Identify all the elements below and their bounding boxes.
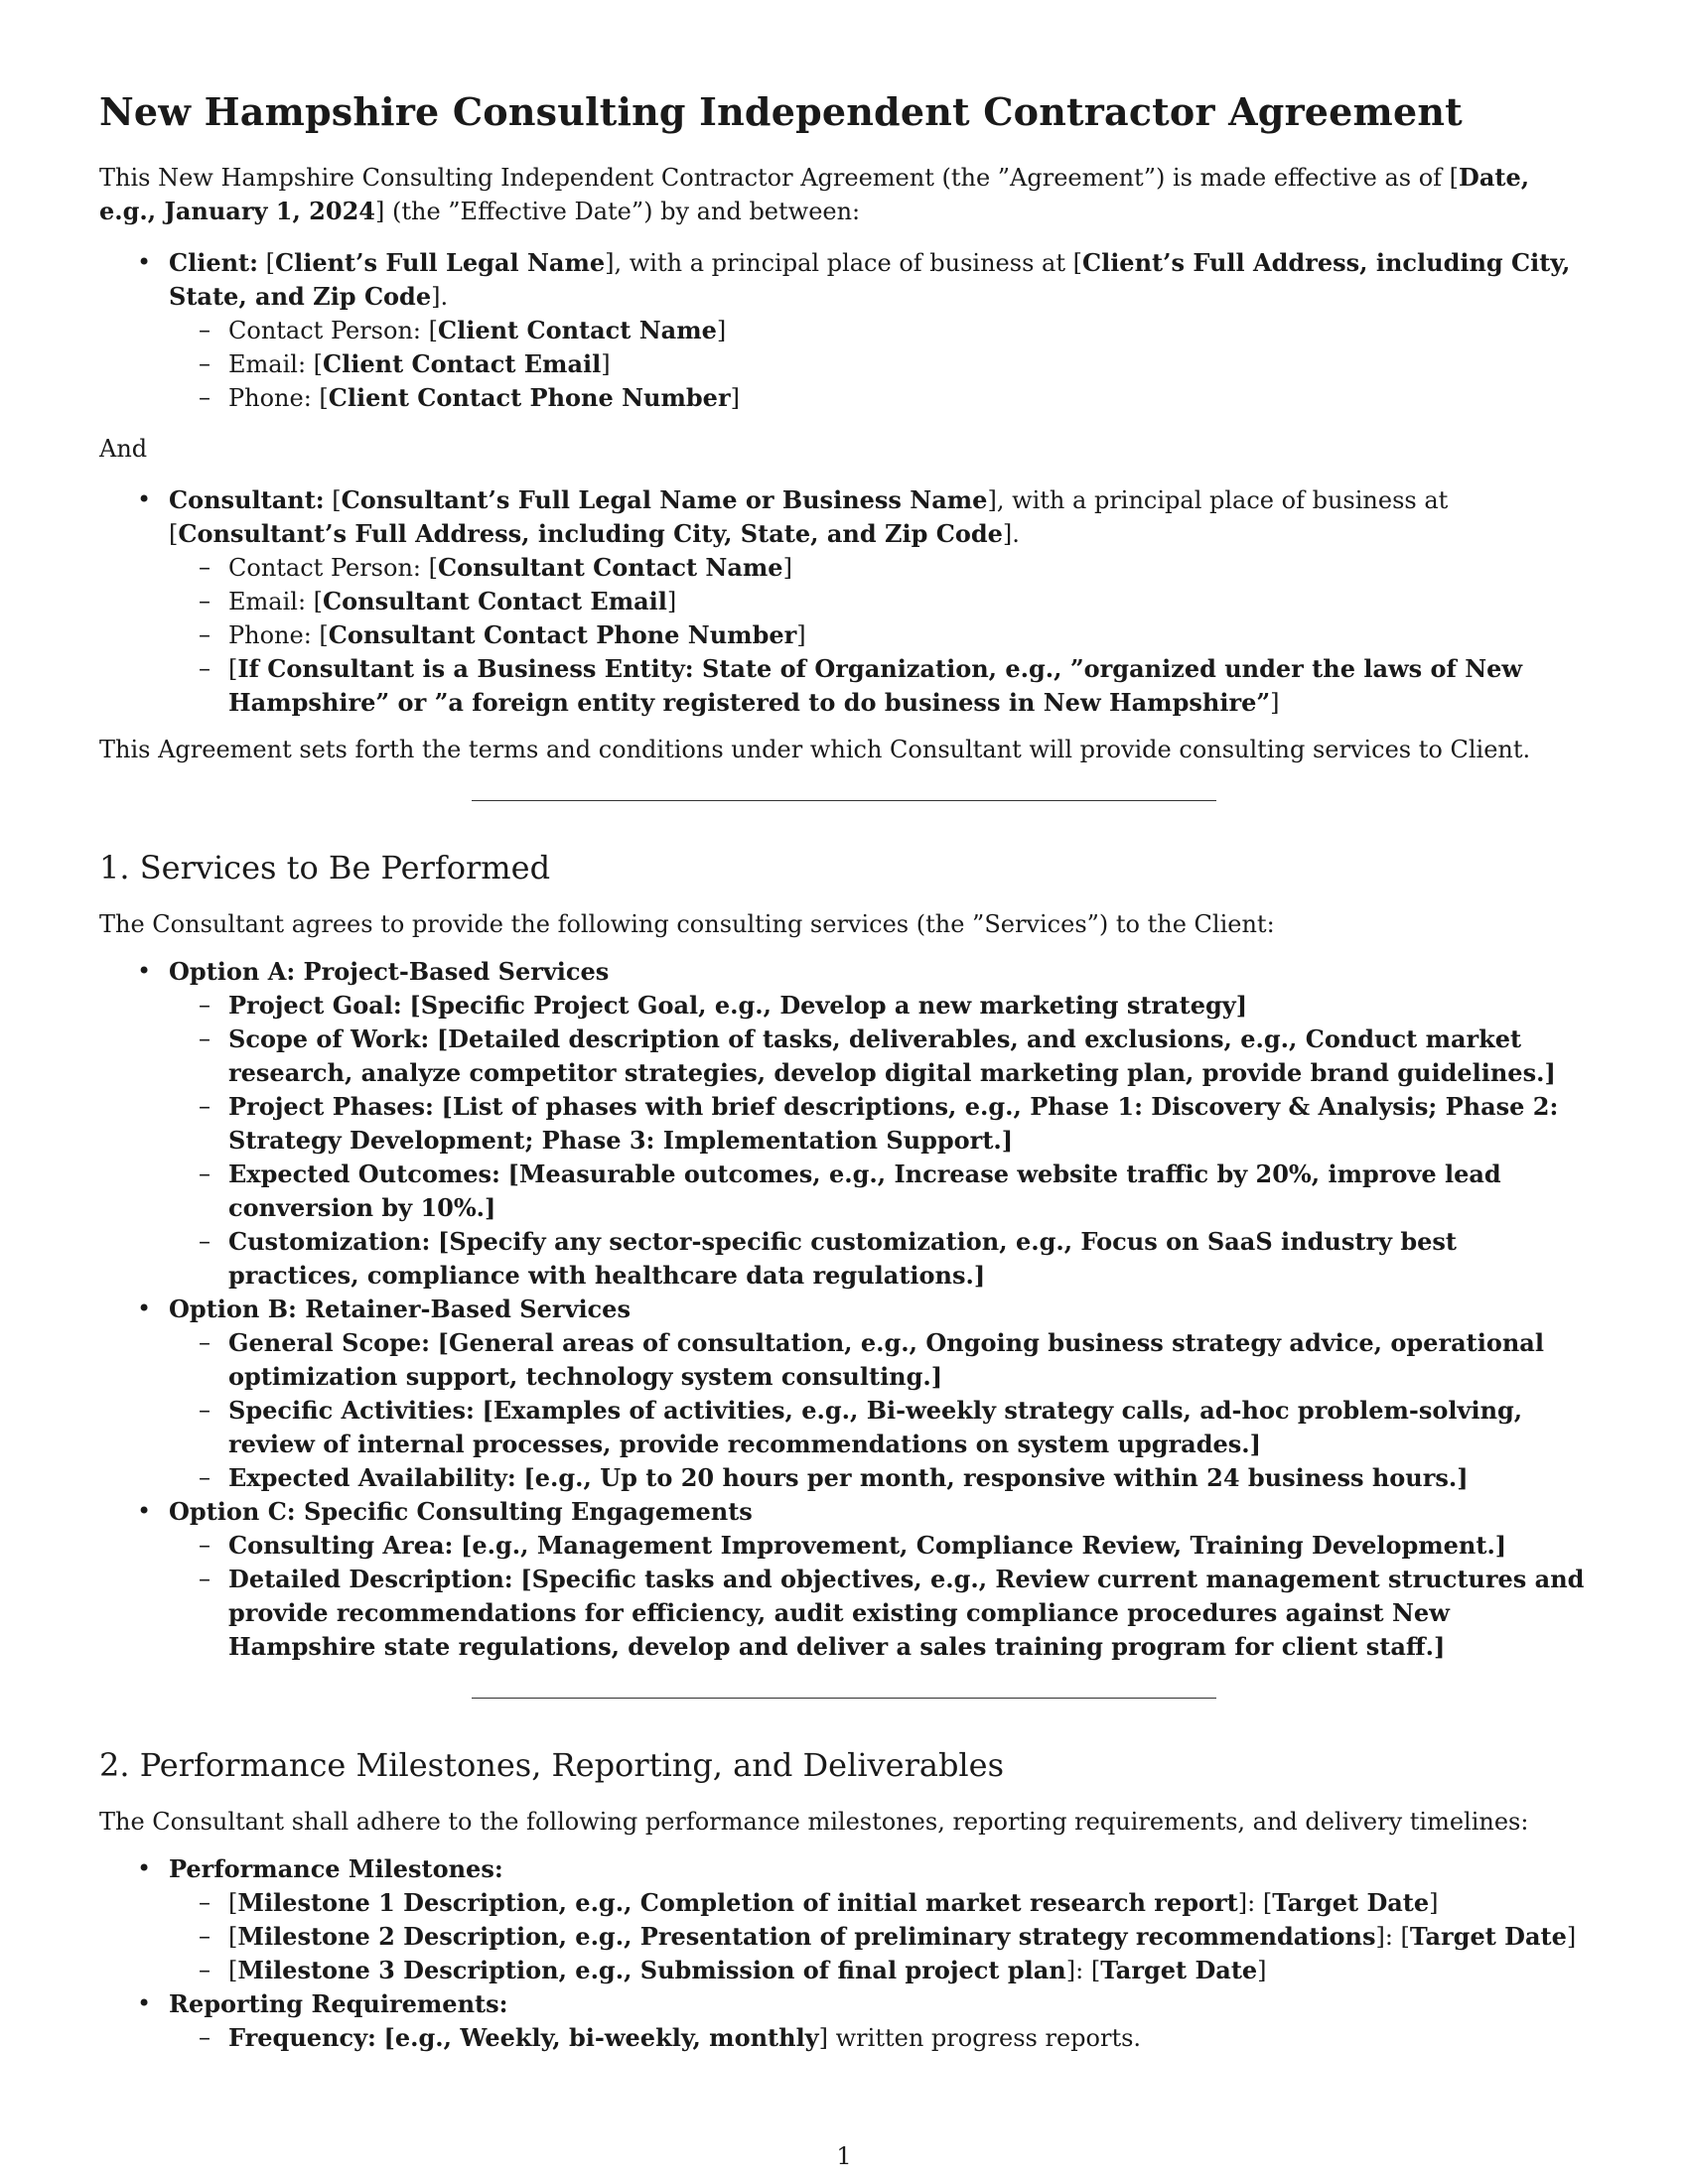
client-contact-person: – Contact Person: [Client Contact Name]	[169, 314, 1589, 347]
page-number: 1	[836, 2142, 852, 2170]
consultant-list	[99, 483, 1589, 720]
consultant-entity-placeholder: If Consultant is a Business Entity: State of Organization, e.g., ”organized under the laws of New Hampshire” or ”a foreign entity registered to do business in New Hampshire”	[228, 654, 1523, 717]
item-label: Consulting Area:	[228, 1531, 454, 1560]
option-a-items	[169, 989, 1589, 1293]
option-b-title: Option B: Retainer-Based Services	[169, 1295, 631, 1323]
frequency-value: [e.g., Weekly, bi-weekly, monthly	[383, 2023, 819, 2052]
list-item: – [Milestone 3 Description, e.g., Submission of final project plan]: [Target Date]	[169, 1954, 1589, 1987]
reporting-items	[169, 2021, 1589, 2055]
document-title: New Hampshire Consulting Independent Contractor Agreement	[99, 89, 1463, 134]
section-2-intro: The Consultant shall adhere to the following performance milestones, reporting requirements, and delivery timelines:	[99, 1808, 1529, 1836]
item-label: Specific Activities:	[228, 1396, 475, 1425]
item-label: Project Phases:	[228, 1092, 434, 1121]
list-item	[169, 1023, 1589, 1090]
consultant-mid-text: , with a principal place of business at [	[169, 486, 1449, 548]
item-label: Detailed Description:	[228, 1565, 513, 1593]
services-options-list	[99, 955, 1589, 1664]
consultant-address-placeholder: Consultant’s Full Address, including City, State, and Zip Code	[178, 519, 1003, 548]
list-item: – [Milestone 2 Description, e.g., Presentation of preliminary strategy recommendations]: [Target Date]	[169, 1920, 1589, 1954]
document-page	[99, 87, 1589, 2055]
consultant-contact-placeholder: Consultant Contact Name	[437, 553, 783, 582]
item-label: Expected Availability:	[228, 1463, 516, 1492]
item-label: Project Goal:	[228, 991, 402, 1020]
consultant-contact-list	[169, 551, 1589, 720]
client-mid-text: , with a principal place of business at [	[614, 249, 1082, 277]
client-contact-list	[169, 314, 1589, 415]
client-email: – Email: [Client Contact Email]	[169, 347, 1589, 381]
list-item	[169, 989, 1589, 1023]
list-item	[169, 1158, 1589, 1225]
list-item	[169, 1326, 1589, 1394]
client-phone: – Phone: [Client Contact Phone Number]	[169, 381, 1589, 415]
option-c-items	[169, 1529, 1589, 1664]
client-contact-placeholder: Client Contact Name	[437, 316, 717, 344]
client-phone-label: Phone: [	[228, 384, 329, 412]
client-email-placeholder: Client Contact Email	[323, 349, 602, 378]
consultant-item: • Consultant: [Consultant’s Full Legal Name or Business Name], with a principal place of business at [Consultant’s Full Address, including City, State, and Zip Code]. – Contact Person: [Consultant Contact Name] – Email: [Consultant Contact Email] – Phone: [Consultant Contact Phone Number] – [If Consultant is a Business Entity: State of Organization, e.g., ”organized under the laws of New Hampshire” or ”a foreign entity registered to do business in New Hampshire”]	[99, 483, 1589, 720]
milestone-desc: Milestone 1 Description, e.g., Completion of initial market research report	[237, 1888, 1238, 1917]
client-name-placeholder: Client’s Full Legal Name	[275, 248, 606, 277]
client-email-label: Email: [	[228, 350, 324, 378]
frequency-tail: ] written progress reports.	[818, 2024, 1142, 2052]
consultant-label: Consultant:	[169, 485, 325, 514]
performance-milestones	[99, 1852, 1589, 1987]
milestone-desc: Milestone 3 Description, e.g., Submission of final project plan	[237, 1956, 1066, 1984]
option-a-title: Option A: Project-Based Services	[169, 957, 610, 986]
milestone-items	[169, 1886, 1589, 1987]
item-label: Expected Outcomes:	[228, 1160, 500, 1188]
reporting-title: Reporting Requirements:	[169, 1989, 508, 2018]
option-c-title: Option C: Specific Consulting Engagements	[169, 1497, 753, 1526]
item-label: General Scope:	[228, 1328, 431, 1357]
list-item	[169, 1529, 1589, 1563]
consultant-email: – Email: [Consultant Contact Email]	[169, 585, 1589, 618]
item-text: [e.g., Up to 20 hours per month, responsive within 24 business hours.]	[523, 1463, 1469, 1492]
item-text: [Examples of activities, e.g., Bi-weekly strategy calls, ad-hoc problem-solving, review of internal processes, provide recommendations on system upgrades.]	[228, 1396, 1523, 1458]
item-text: [Specify any sector-specific customization, e.g., Focus on SaaS industry best practices, compliance with healthcare data regulations.]	[228, 1227, 1458, 1290]
client-contact-label: Contact Person: [	[228, 317, 438, 344]
item-label: Scope of Work:	[228, 1024, 430, 1053]
section-1-intro: The Consultant agrees to provide the following consulting services (the ”Services”) to the Client:	[99, 910, 1275, 938]
client-label: Client:	[169, 248, 258, 277]
client-address-placeholder: Client’s Full Address, including City, State, and Zip Code	[169, 248, 1571, 311]
section-2-heading: 2. Performance Milestones, Reporting, and Deliverables	[99, 1746, 1005, 1784]
option-c	[99, 1495, 1589, 1664]
list-item	[169, 1563, 1589, 1664]
item-text: [Specific tasks and objectives, e.g., Review current management structures and provide recommendations for efficiency, audit existing compliance procedures against New Hampshire state regulations, develop and deliver a sales training program for client staff.]	[228, 1565, 1585, 1661]
consultant-phone-placeholder: Consultant Contact Phone Number	[328, 620, 797, 649]
list-item	[169, 1394, 1589, 1461]
list-item	[169, 1090, 1589, 1158]
consultant-phone: – Phone: [Consultant Contact Phone Number]	[169, 618, 1589, 652]
consultant-name-placeholder: Consultant’s Full Legal Name or Business Name	[341, 485, 988, 514]
item-text: [General areas of consultation, e.g., Ongoing business strategy advice, operational optimization support, technology system consulting.]	[228, 1328, 1544, 1391]
consultant-phone-label: Phone: [	[228, 621, 329, 649]
milestone-date: Target Date	[1409, 1922, 1567, 1951]
closing-paragraph: This Agreement sets forth the terms and conditions under which Consultant will provide consulting services to Client.	[99, 736, 1531, 763]
consultant-contact-person: – Contact Person: [Consultant Contact Name]	[169, 551, 1589, 585]
milestones-list	[99, 1852, 1589, 2055]
list-item: – [Milestone 1 Description, e.g., Completion of initial market research report]: [Target Date]	[169, 1886, 1589, 1920]
consultant-email-label: Email: [	[228, 588, 324, 615]
list-item	[169, 1225, 1589, 1293]
section-divider	[472, 800, 1216, 801]
list-item	[169, 1461, 1589, 1495]
list-item	[169, 2021, 1589, 2055]
item-text: [Detailed description of tasks, deliverables, and exclusions, e.g., Conduct market research, analyze competitor strategies, develop digital marketing plan, provide brand guidelines.]	[228, 1024, 1556, 1087]
milestone-date: Target Date	[1100, 1956, 1258, 1984]
option-a	[99, 955, 1589, 1293]
client-item: • Client: [Client’s Full Legal Name], with a principal place of business at [Client’s Full Address, including City, State, and Zip Code]. – Contact Person: [Client Contact Name] – Email: [Client Contact Email] – Phone: [Client Contact Phone Number]	[99, 246, 1589, 415]
effective-date-placeholder: Date, e.g., January 1, 2024	[99, 163, 1530, 225]
item-text: [List of phases with brief descriptions, e.g., Phase 1: Discovery & Analysis; Phase 2: Strategy Development; Phase 3: Implementation Support.]	[228, 1092, 1559, 1155]
client-phone-placeholder: Client Contact Phone Number	[328, 383, 731, 412]
section-1-heading: 1. Services to Be Performed	[99, 849, 551, 887]
reporting-requirements	[99, 1987, 1589, 2055]
intro-text-1: This New Hampshire Consulting Independent Contractor Agreement (the ”Agreement”) is made effective as of [	[99, 164, 1460, 192]
client-list	[99, 246, 1589, 415]
consultant-entity: – [If Consultant is a Business Entity: State of Organization, e.g., ”organized under the laws of New Hampshire” or ”a foreign entity registered to do business in New Hampshire”]	[169, 652, 1589, 720]
milestone-date: Target Date	[1272, 1888, 1430, 1917]
milestone-desc: Milestone 2 Description, e.g., Presentation of preliminary strategy recommendations	[237, 1922, 1376, 1951]
intro-text-2: ] (the ”Effective Date”) by and between:	[374, 198, 861, 225]
consultant-email-placeholder: Consultant Contact Email	[323, 587, 667, 615]
item-text: [e.g., Management Improvement, Compliance Review, Training Development.]	[461, 1531, 1507, 1560]
item-text: [Specific Project Goal, e.g., Develop a new marketing strategy]	[409, 991, 1248, 1020]
and-text: And	[99, 435, 148, 463]
item-text: [Measurable outcomes, e.g., Increase website traffic by 20%, improve lead conversion by 10%.]	[228, 1160, 1501, 1222]
consultant-contact-label: Contact Person: [	[228, 554, 438, 582]
option-b	[99, 1293, 1589, 1495]
option-b-items	[169, 1326, 1589, 1495]
section-divider	[472, 1698, 1216, 1699]
item-label: Customization:	[228, 1227, 431, 1256]
milestones-title: Performance Milestones:	[169, 1854, 503, 1883]
frequency-label: Frequency:	[228, 2023, 376, 2052]
intro-paragraph	[99, 161, 1589, 228]
